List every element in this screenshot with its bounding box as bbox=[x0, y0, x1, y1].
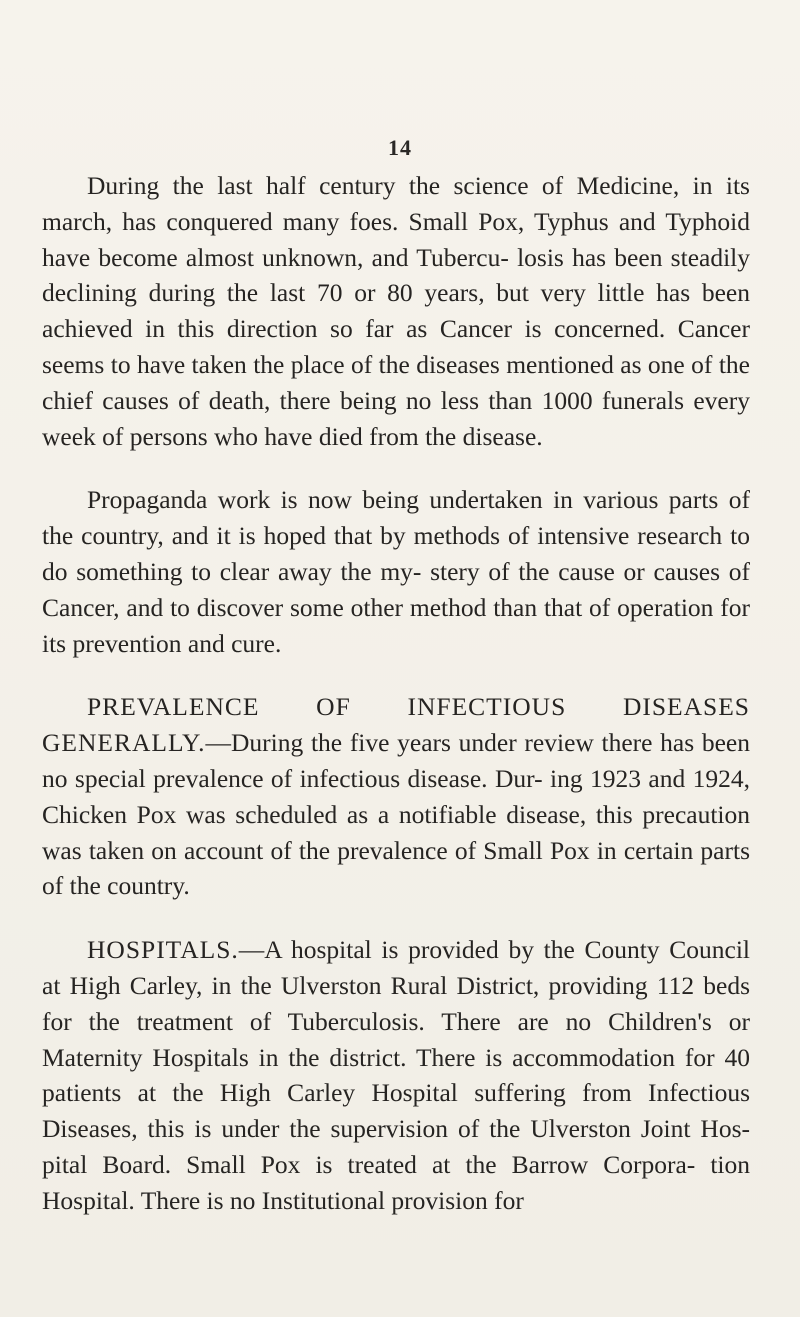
paragraph-hospitals-text: —A hospital is provided by the County Council at High Carley, in the Ulverston Rural District, providing 112 beds for the treatment of Tuberculosis. There are no Children's or Maternity Hospitals in the district. There is accommodation for 40 patients at the High Carley Hospital suffering from Infectious Diseases, this is under the supervision of the Ulverston Joint Hos- pital Board. Small Pox is treated at the Barrow Corpora- tion Hospital. There is no Institutional provision for bbox=[42, 935, 750, 1215]
paragraph-medicine-progress: During the last half century the science of Medicine, in its march, has conquered many foes. Small Pox, Typhus and Typhoid have become almost unknown, and Tubercu- losis has been steadily declining during the last 70 or 80 years, but very little has been achieved in this direction so far as Cancer is concerned. Cancer seems to have taken the place of the diseases mentioned as one of the chief causes of death, there being no less than 1000 funerals every week of persons who have died from the disease. bbox=[42, 171, 750, 451]
section-heading-hospitals: HOSPITALS. bbox=[87, 935, 239, 965]
section-heading-prevalence: PREVALENCE OF INFECTIOUS DISEASES GENERALLY. bbox=[42, 692, 750, 758]
paragraph-hospitals bbox=[42, 932, 750, 1218]
body-text bbox=[42, 168, 750, 1247]
paragraph-infectious-diseases bbox=[42, 689, 750, 904]
page-number: 14 bbox=[388, 135, 412, 160]
paragraph-infectious-diseases-text: —During the five years under review there has been no special prevalence of infectious disease. Dur- ing 1923 and 1924, Chicken Pox was scheduled as a notifiable disease, this precaution was taken on account of the prevalence of Small Pox in certain parts of the country. bbox=[42, 728, 750, 901]
paragraph-propaganda-work: Propaganda work is now being undertaken in various parts of the country, and it is hoped that by methods of intensive research to do something to clear away the my- stery of the cause or causes of Cancer, and to discover some other method than that of operation for its prevention and cure. bbox=[42, 485, 750, 658]
